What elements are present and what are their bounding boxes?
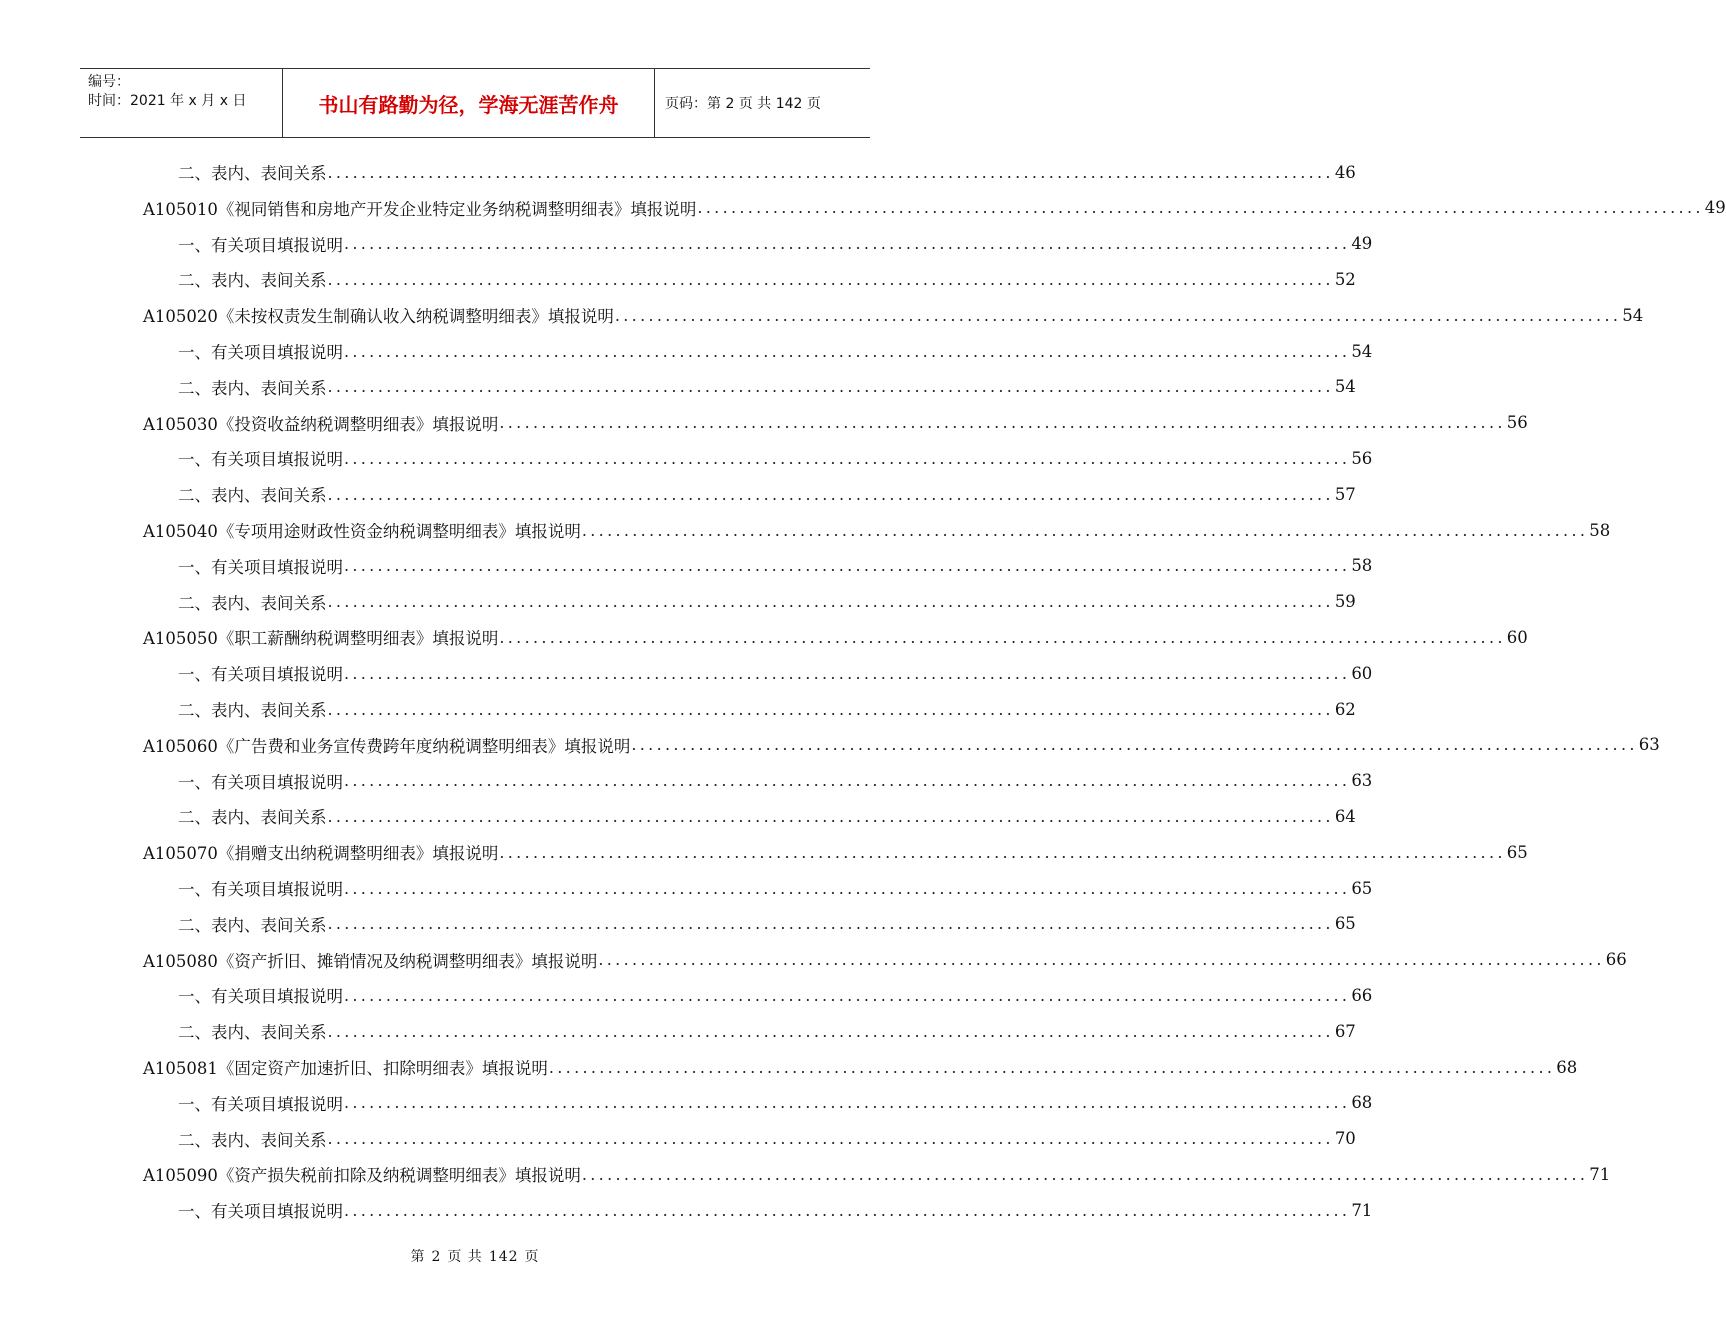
toc-entry-title: 一、有关项目填报说明 xyxy=(178,343,343,362)
toc-entry-title: 一、有关项目填报说明 xyxy=(178,880,343,899)
toc-entry[interactable] xyxy=(178,871,1373,905)
toc-leader-dots: ........................................................................................................................ xyxy=(344,556,1351,576)
toc-entry[interactable] xyxy=(178,978,1373,1012)
toc-entry-title: 二、表内、表间关系 xyxy=(178,271,327,291)
toc-leader-dots: ........................................................................................................................ xyxy=(327,914,1334,934)
toc-entry-title: A105060《广告费和业务宣传费跨年度纳税调整明细表》填报说明 xyxy=(143,736,631,756)
toc-entry-page-number: 66 xyxy=(1605,950,1627,970)
toc-entry-page-number: 52 xyxy=(1334,269,1356,289)
toc-entry-page-number: 66 xyxy=(1351,985,1373,1005)
toc-leader-dots: ........................................................................................................................ xyxy=(327,269,1334,289)
toc-entry[interactable] xyxy=(143,191,1726,225)
footer-mid: 页 共 xyxy=(447,1249,483,1265)
toc-leader-dots: ........................................................................................................................ xyxy=(327,1129,1334,1149)
toc-entry-page-number: 57 xyxy=(1334,484,1356,504)
toc-entry[interactable] xyxy=(178,155,1356,189)
toc-entry[interactable] xyxy=(143,620,1528,654)
toc-entry-page-number: 49 xyxy=(1351,234,1373,254)
toc-leader-dots: ........................................................................................................................ xyxy=(581,1164,1589,1184)
toc-entry-page-number: 54 xyxy=(1351,341,1373,361)
toc-entry-page-number: 64 xyxy=(1334,806,1356,826)
toc-leader-dots: ........................................................................................................................ xyxy=(598,950,1605,970)
toc-leader-dots: ........................................................................................................................ xyxy=(327,699,1334,719)
toc-entry[interactable] xyxy=(178,585,1356,619)
toc-entry-page-number: 68 xyxy=(1556,1057,1578,1077)
toc-entry-title: A105010《视同销售和房地产开发企业特定业务纳税调整明细表》填报说明 xyxy=(143,199,697,219)
toc-leader-dots: ........................................................................................................................ xyxy=(344,448,1351,468)
toc-leader-dots: ........................................................................................................................ xyxy=(344,1200,1351,1220)
toc-entry-title: A105081《固定资产加速折旧、扣除明细表》填报说明 xyxy=(143,1059,548,1078)
toc-entry-title: 二、表内、表间关系 xyxy=(178,808,327,828)
toc-entry-title: 一、有关项目填报说明 xyxy=(178,665,343,685)
toc-entry-title: 二、表内、表间关系 xyxy=(178,164,327,183)
toc-entry-title: A105050《职工薪酬纳税调整明细表》填报说明 xyxy=(143,629,499,649)
toc-entry-page-number: 63 xyxy=(1638,735,1660,755)
toc-entry[interactable] xyxy=(178,799,1356,833)
toc-leader-dots: ........................................................................................................................ xyxy=(327,377,1334,397)
toc-leader-dots: ........................................................................................................................ xyxy=(499,627,1506,647)
toc-entry-title: 一、有关项目填报说明 xyxy=(178,772,343,792)
toc-entry-title: A105040《专项用途财政性资金纳税调整明细表》填报说明 xyxy=(143,522,581,541)
header-page-info: 页码：第 2 页 共 142 页 xyxy=(665,96,821,112)
toc-leader-dots: ........................................................................................................................ xyxy=(327,162,1334,182)
toc-leader-dots: ........................................................................................................................ xyxy=(344,341,1351,361)
toc-entry[interactable] xyxy=(178,262,1356,296)
footer-total-pages: 142 xyxy=(488,1249,519,1265)
toc-entry-title: 二、表内、表间关系 xyxy=(178,1023,327,1043)
toc-entry[interactable] xyxy=(178,227,1373,261)
toc-leader-dots: ........................................................................................................................ xyxy=(327,484,1334,504)
toc-entry[interactable] xyxy=(178,1014,1356,1048)
toc-entry-page-number: 65 xyxy=(1506,842,1528,862)
toc-entry-title: 二、表内、表间关系 xyxy=(178,701,327,720)
toc-entry-page-number: 56 xyxy=(1506,413,1528,433)
toc-leader-dots: ........................................................................................................................ xyxy=(697,198,1704,218)
toc-entry-page-number: 60 xyxy=(1351,663,1373,683)
toc-entry[interactable] xyxy=(178,1193,1373,1227)
toc-entry-title: 二、表内、表间关系 xyxy=(178,378,327,398)
page-footer xyxy=(0,1246,950,1266)
toc-entry[interactable] xyxy=(178,477,1356,511)
toc-leader-dots: ........................................................................................................................ xyxy=(344,663,1351,683)
toc-entry[interactable] xyxy=(178,656,1373,690)
toc-leader-dots: ........................................................................................................................ xyxy=(327,806,1334,826)
toc-entry[interactable] xyxy=(178,441,1373,475)
toc-entry-title: A105090《资产损失税前扣除及纳税调整明细表》填报说明 xyxy=(143,1166,581,1186)
toc-entry-page-number: 56 xyxy=(1351,448,1373,468)
toc-entry-page-number: 54 xyxy=(1622,305,1644,325)
toc-entry-title: A105070《捐赠支出纳税调整明细表》填报说明 xyxy=(143,844,499,864)
footer-current-page: 2 xyxy=(431,1249,442,1265)
toc-leader-dots: ........................................................................................................................ xyxy=(327,1021,1334,1041)
header-meta xyxy=(80,69,282,137)
toc-entry-page-number: 67 xyxy=(1334,1021,1356,1041)
toc-entry-page-number: 71 xyxy=(1589,1164,1611,1184)
toc-entry[interactable] xyxy=(178,1086,1373,1120)
toc-leader-dots: ........................................................................................................................ xyxy=(327,592,1334,612)
toc-entry-title: 一、有关项目填报说明 xyxy=(178,450,343,470)
toc-entry-title: 一、有关项目填报说明 xyxy=(178,1202,343,1222)
toc-leader-dots: ........................................................................................................................ xyxy=(499,842,1506,862)
toc-entry-page-number: 65 xyxy=(1351,878,1373,898)
toc-entry[interactable] xyxy=(143,835,1528,869)
document-time-label: 时间：2021 年 x 月 x 日 xyxy=(88,93,247,109)
toc-entry[interactable] xyxy=(178,370,1356,404)
toc-leader-dots: ........................................................................................................................ xyxy=(499,413,1506,433)
toc-entry-page-number: 65 xyxy=(1334,914,1356,934)
toc-entry-title: A105030《投资收益纳税调整明细表》填报说明 xyxy=(143,414,499,434)
toc-entry-title: 一、有关项目填报说明 xyxy=(178,557,343,577)
toc-entry-title: 二、表内、表间关系 xyxy=(178,915,327,935)
footer-suffix: 页 xyxy=(524,1249,540,1265)
toc-entry-page-number: 58 xyxy=(1589,520,1611,540)
toc-leader-dots: ........................................................................................................................ xyxy=(548,1057,1556,1077)
toc-leader-dots: ........................................................................................................................ xyxy=(581,520,1589,540)
toc-entry-page-number: 63 xyxy=(1351,771,1373,791)
toc-entry[interactable] xyxy=(143,298,1644,332)
toc-entry[interactable] xyxy=(178,764,1373,798)
toc-leader-dots: ........................................................................................................................ xyxy=(344,878,1351,898)
toc-leader-dots: ........................................................................................................................ xyxy=(344,234,1351,254)
toc-entry[interactable] xyxy=(178,549,1373,583)
document-number-label: 编号： xyxy=(88,74,130,90)
toc-entry-page-number: 71 xyxy=(1351,1200,1373,1220)
toc-entry[interactable] xyxy=(143,406,1528,440)
toc-entry-title: 一、有关项目填报说明 xyxy=(178,1094,343,1114)
toc-entry[interactable] xyxy=(143,943,1627,977)
footer-prefix: 第 xyxy=(410,1249,426,1265)
toc-leader-dots: ........................................................................................................................ xyxy=(344,1093,1351,1113)
toc-entry-page-number: 46 xyxy=(1334,162,1356,182)
toc-entry-title: 一、有关项目填报说明 xyxy=(178,235,343,255)
header-motto: 书山有路勤为径，学海无涯苦作舟 xyxy=(282,69,655,137)
toc-entry-title: 二、表内、表间关系 xyxy=(178,486,327,506)
toc-entry[interactable] xyxy=(178,334,1373,368)
toc-entry[interactable] xyxy=(178,692,1356,726)
toc-entry-page-number: 68 xyxy=(1351,1093,1373,1113)
toc-entry-page-number: 54 xyxy=(1334,377,1356,397)
toc-entry-page-number: 49 xyxy=(1704,198,1726,218)
toc-entry-title: A105020《未按权责发生制确认收入纳税调整明细表》填报说明 xyxy=(143,307,614,327)
toc-entry[interactable] xyxy=(178,907,1356,941)
toc-entry[interactable] xyxy=(178,1122,1356,1156)
toc-entry[interactable] xyxy=(143,1157,1611,1191)
toc-entry-title: 二、表内、表间关系 xyxy=(178,1130,327,1150)
toc-entry-page-number: 58 xyxy=(1351,556,1373,576)
toc-entry-page-number: 62 xyxy=(1334,699,1356,719)
toc-leader-dots: ........................................................................................................................ xyxy=(614,305,1622,325)
toc-entry-title: 二、表内、表间关系 xyxy=(178,593,327,613)
toc-entry-page-number: 70 xyxy=(1334,1129,1356,1149)
toc-entry-page-number: 59 xyxy=(1334,592,1356,612)
toc-entry[interactable] xyxy=(143,728,1660,762)
toc-entry-page-number: 60 xyxy=(1506,627,1528,647)
page-header xyxy=(80,68,870,138)
toc-leader-dots: ........................................................................................................................ xyxy=(631,735,1638,755)
toc-entry[interactable] xyxy=(143,513,1611,547)
toc-entry-title: A105080《资产折旧、摊销情况及纳税调整明细表》填报说明 xyxy=(143,951,598,971)
toc-leader-dots: ........................................................................................................................ xyxy=(344,771,1351,791)
toc-entry[interactable] xyxy=(143,1050,1578,1084)
toc-leader-dots: ........................................................................................................................ xyxy=(344,985,1351,1005)
toc-entry-title: 一、有关项目填报说明 xyxy=(178,987,343,1007)
